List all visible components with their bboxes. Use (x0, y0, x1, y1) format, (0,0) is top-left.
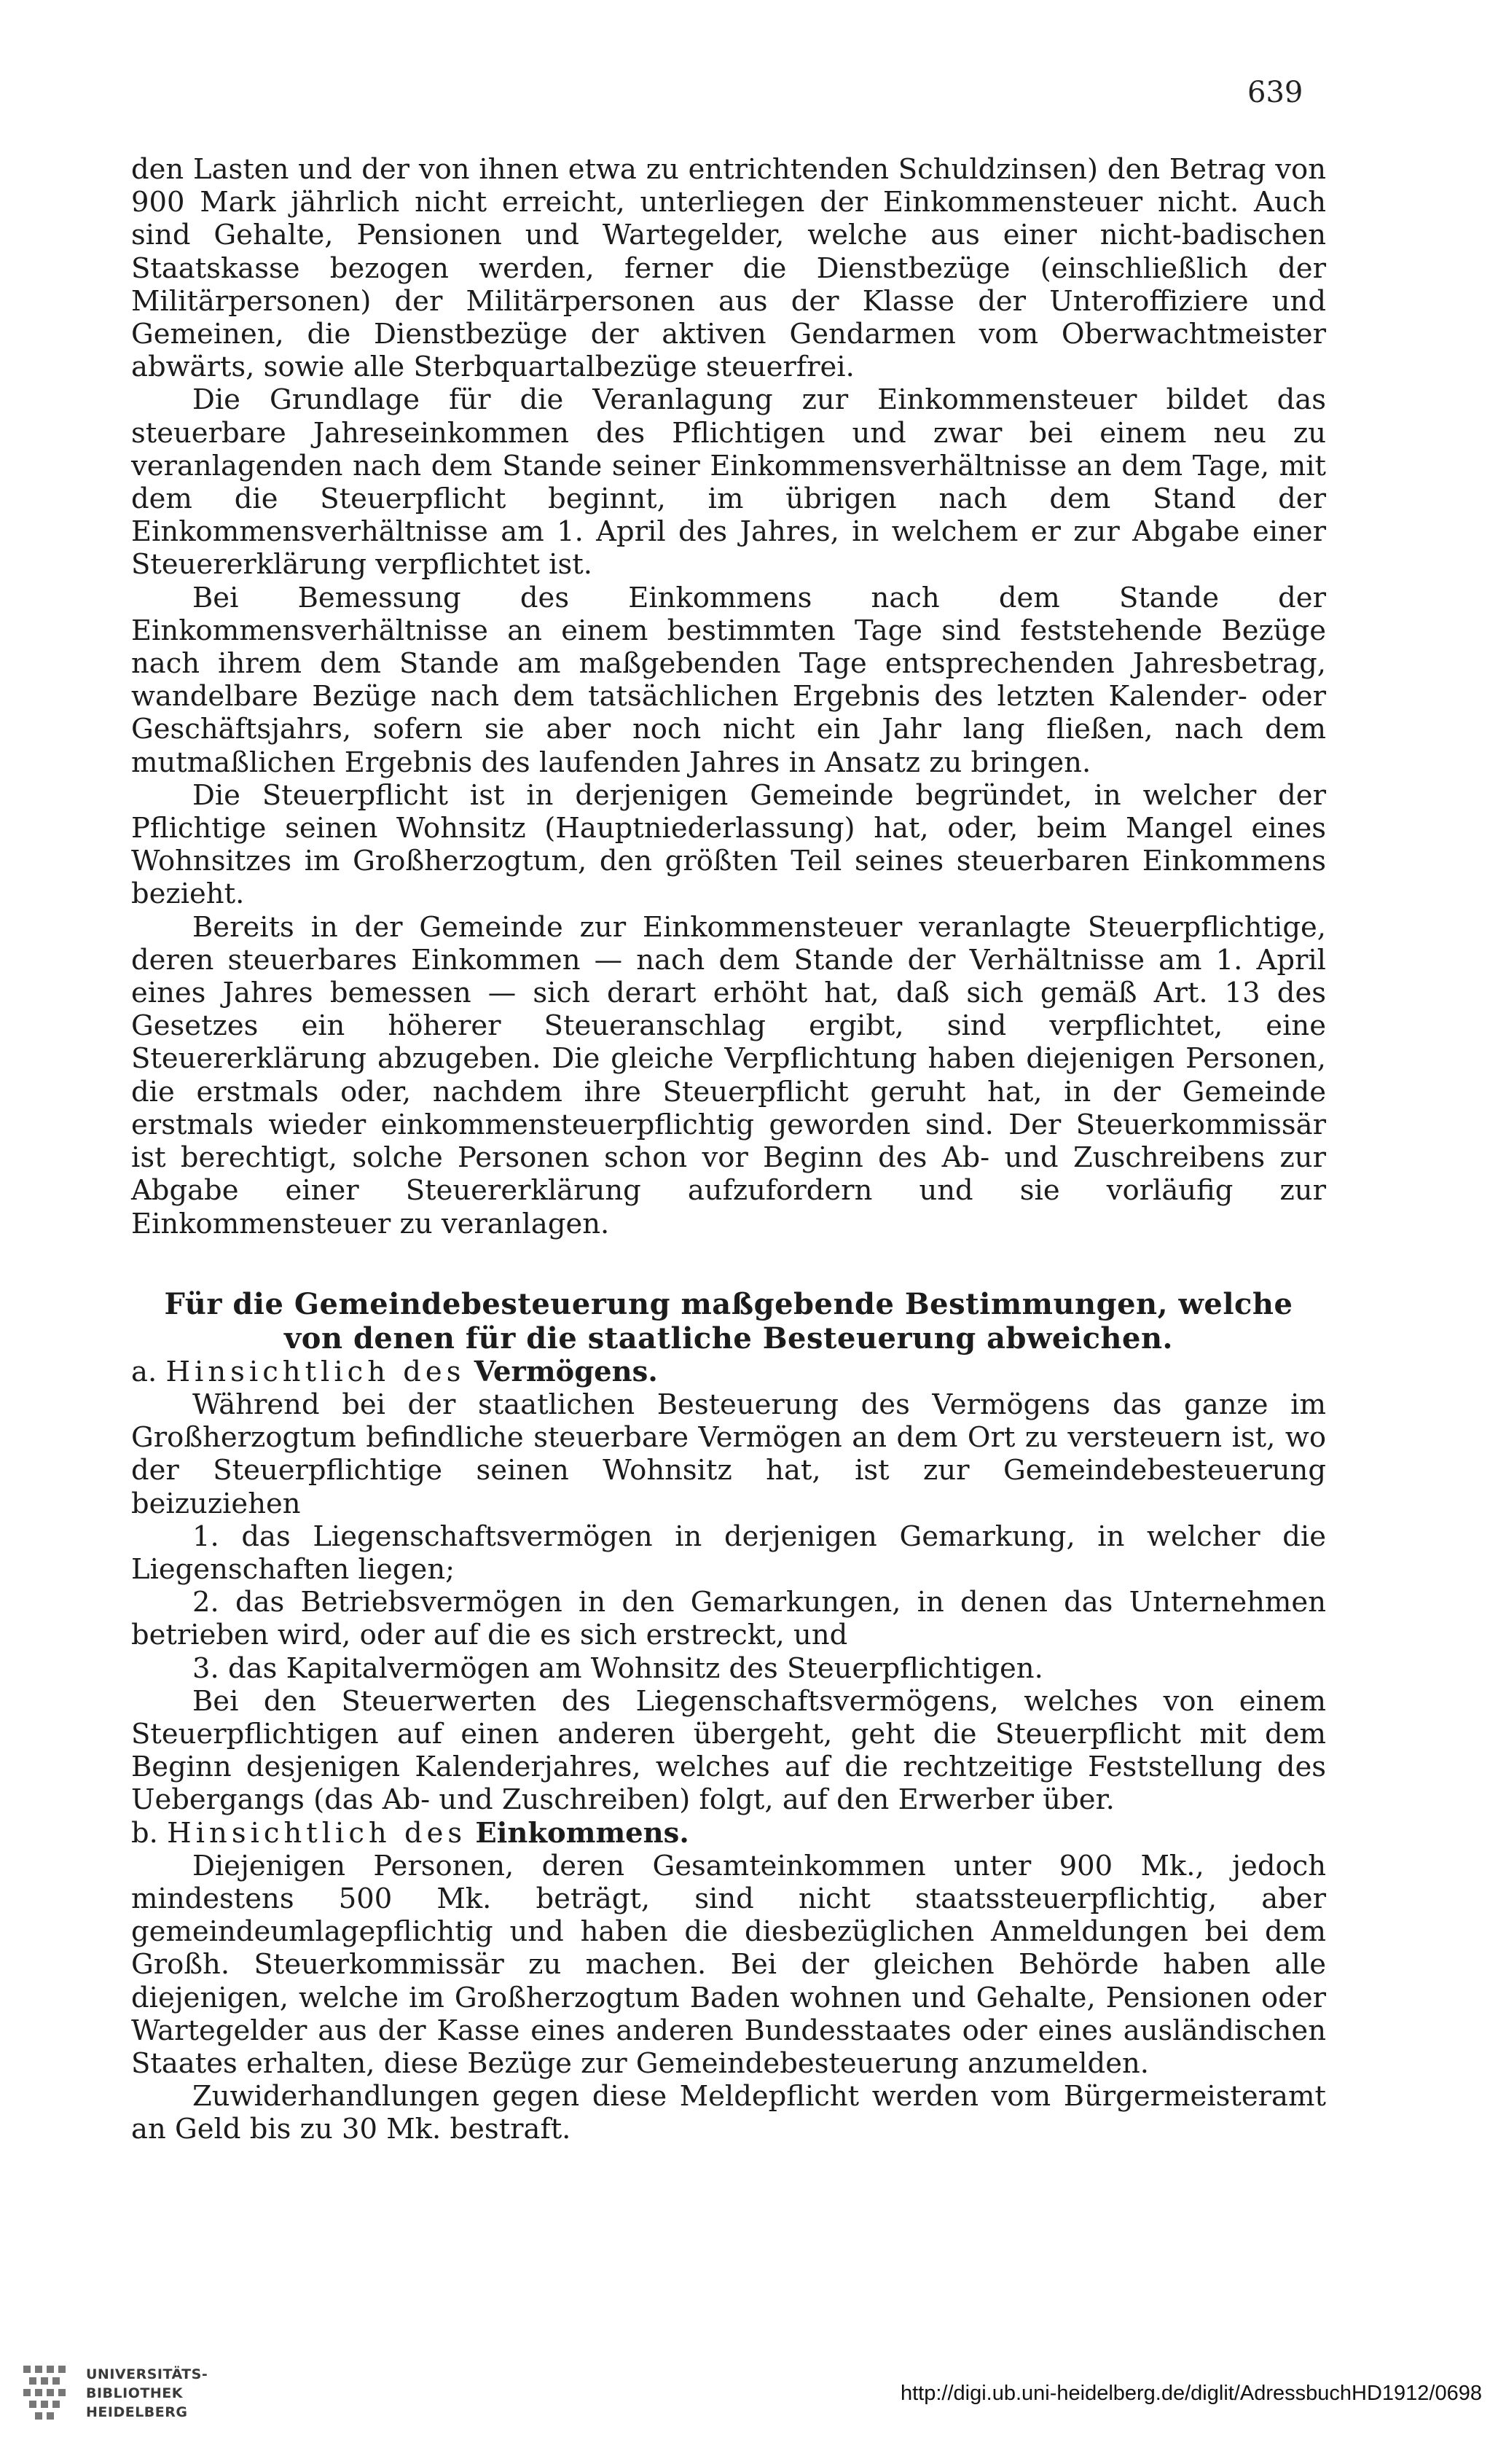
library-logo[interactable] (20, 2361, 208, 2425)
subheading-b (131, 1817, 1326, 1850)
subheading-label: b. (131, 1816, 158, 1850)
section-heading: Für die Gemeindebesteuerung maßgebende Bestimmungen, welche von denen für die staatliche Besteuerung abweichen. (164, 1286, 1293, 1356)
library-name-line: HEIDELBERG (86, 2404, 188, 2420)
library-name-line: BIBLIOTHEK (86, 2385, 183, 2401)
document-body (131, 153, 1326, 2146)
library-name (86, 2365, 208, 2422)
paragraph: Bei Bemessung des Einkommens nach dem Stande der Einkommensverhältnisse an einem bestimmten Tage sind feststehende Bezüge nach ihrem dem Stande am maßgebenden Tage entsprechenden Jahresbetrag, wandelbare Bezüge nach dem tatsächlichen Ergebnis des letzten Kalender- oder Geschäftsjahrs, sofern sie aber noch nicht ein Jahr lang fließen, nach dem mutmaßlichen Ergebnis des laufenden Jahres in Ansatz zu bringen. (131, 581, 1326, 779)
paragraph: Die Steuerpflicht ist in derjenigen Gemeinde begründet, in welcher der Pflichtige seinen Wohnsitz (Hauptniederlassung) hat, oder, beim Mangel eines Wohnsitzes im Großherzogtum, den größten Teil seines steuerbaren Einkommens bezieht. (131, 778, 1326, 911)
paragraph: den Lasten und der von ihnen etwa zu entrichtenden Schuldzinsen) den Betrag von 900 Mark jährlich nicht erreicht, unterliegen der Einkommensteuer nicht. Auch sind Gehalte, Pensionen und Wartegelder, welche aus einer nicht-badischen Staatskasse bezogen werden, ferner die Dienstbezüge (einschließlich der Militärpersonen) der Militärpersonen aus der Klasse der Unteroffiziere und Gemeinen, die Dienstbezüge der aktiven Gendarmen vom Oberwachtmeister abwärts, sowie alle Sterbquartalbezüge steuerfrei. (131, 153, 1326, 384)
list-item: 3. das Kapitalvermögen am Wohnsitz des Steuerpflichtigen. (192, 1651, 1043, 1685)
subheading-a (131, 1356, 1326, 1388)
paragraph: Bereits in der Gemeinde zur Einkommensteuer veranlagte Steuerpflichtige, deren steuerbares Einkommen — nach dem Stande der Verhältnisse am 1. April eines Jahres bemessen — sich derart erhöht hat, daß sich gemäß Art. 13 des Gesetzes ein höherer Steueranschlag ergibt, sind verpflichtet, eine Steuererklärung abzugeben. Die gleiche Verpflichtung haben diejenigen Personen, die erstmals oder, nachdem ihre Steuerpflicht geruht hat, in der Gemeinde erstmals wieder einkommensteuerpflichtig geworden sind. Der Steuerkommissär ist berechtigt, solche Personen schon vor Beginn des Ab- und Zuschreibens zur Abgabe einer Steuererklärung aufzufordern und sie vorläufig zur Einkommensteuer zu veranlagen. (131, 910, 1326, 1240)
subheading-spaced-text: Hinsichtlich des (167, 1816, 467, 1850)
subheading-bold-text: Einkommens. (475, 1816, 689, 1850)
subheading-spaced-text: Hinsichtlich des (165, 1355, 466, 1388)
library-seal-icon (20, 2361, 73, 2425)
list-item: 1. das Liegenschaftsvermögen in derjenigen Gemarkung, in welcher die Liegenschaften liegen; (131, 1520, 1326, 1586)
paragraph: Während bei der staatlichen Besteuerung des Vermögens das ganze im Großherzogtum befindliche steuerbare Vermögen an dem Ort zu versteuern ist, wo der Steuerpflichtige seinen Wohnsitz hat, ist zur Gemeindebesteuerung beizuziehen (131, 1388, 1326, 1520)
paragraph: Zuwiderhandlungen gegen diese Meldepflicht werden vom Bürgermeisteramt an Geld bis zu 30 Mk. bestraft. (131, 2080, 1326, 2146)
library-name-line: UNIVERSITÄTS- (86, 2366, 208, 2382)
list-item: 2. das Betriebsvermögen in den Gemarkungen, in denen das Unternehmen betrieben wird, oder auf die es sich erstreckt, und (131, 1586, 1326, 1652)
paragraph: Bei den Steuerwerten des Liegenschaftsvermögens, welches von einem Steuerpflichtigen auf einen anderen übergeht, geht die Steuerpflicht mit dem Beginn desjenigen Kalenderjahres, welches auf die rechtzeitige Feststellung des Uebergangs (das Ab- und Zuschreiben) folgt, auf den Erwerber über. (131, 1684, 1326, 1817)
source-url-link[interactable]: http://digi.ub.uni-heidelberg.de/diglit/AdressbuchHD1912/0698 (900, 2382, 1482, 2405)
paragraph: Diejenigen Personen, deren Gesamteinkommen unter 900 Mk., jedoch mindestens 500 Mk. beträgt, sind nicht staatssteuerpflichtig, aber gemeindeumlagepflichtig und haben die diesbezüglichen Anmeldungen bei dem Großh. Steuerkommissär zu machen. Bei der gleichen Behörde haben alle diejenigen, welche im Großherzogtum Baden wohnen und Gehalte, Pensionen oder Wartegelder aus der Kasse eines anderen Bundesstaates oder eines ausländischen Staates erhalten, diese Bezüge zur Gemeindebesteuerung anzumelden. (131, 1849, 1326, 2080)
subheading-bold-text: Vermögens. (474, 1355, 658, 1388)
page-number: 639 (1247, 76, 1303, 109)
subheading-label: a. (131, 1355, 157, 1388)
paragraph: Die Grundlage für die Veranlagung zur Einkommensteuer bildet das steuerbare Jahreseinkommen des Pflichtigen und zwar bei einem neu zu veranlagenden nach dem Stande seiner Einkommensverhältnisse an dem Tage, mit dem die Steuerpflicht beginnt, im übrigen nach dem Stand der Einkommensverhältnisse am 1. April des Jahres, in welchem er zur Abgabe einer Steuererklärung verpflichtet ist. (131, 383, 1326, 582)
